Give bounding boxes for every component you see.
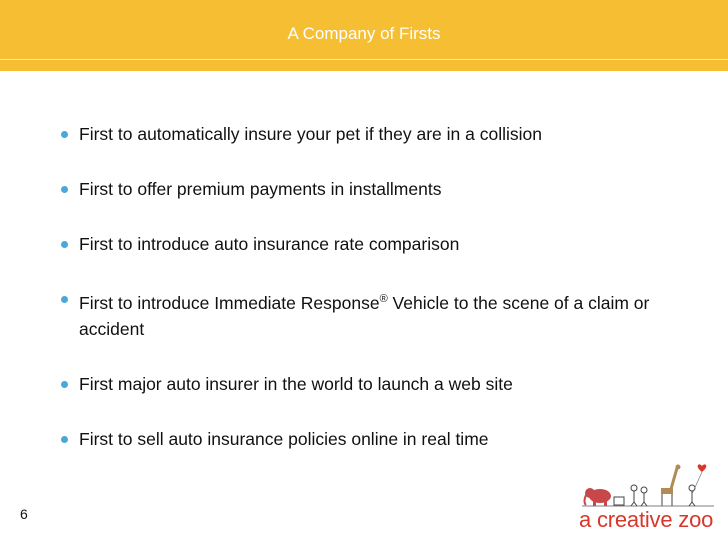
list-item: [60, 121, 700, 147]
bullet-text: First to automatically insure your pet if they are in a collision: [79, 124, 542, 144]
bullet-list: [60, 121, 700, 481]
registered-mark: ®: [379, 293, 388, 305]
slide-title: A Company of Firsts: [287, 24, 441, 43]
list-item: [60, 286, 700, 342]
bullet-text: First to sell auto insurance policies online in real time: [79, 428, 489, 449]
list-item: [60, 231, 700, 257]
bullet-text-part: Vehicle to the scene of a claim or accident: [79, 292, 650, 339]
title-divider: [0, 59, 728, 60]
logo-text: a creative zoo: [579, 507, 714, 532]
list-item: [60, 426, 700, 452]
bullet-icon: [61, 131, 68, 138]
list-item: [60, 371, 700, 397]
title-bar: [0, 0, 728, 71]
bullet-text: First to offer premium payments in installments: [79, 179, 442, 199]
bullet-text: First major auto insurer in the world to launch a web site: [79, 373, 513, 394]
bullet-icon: [61, 381, 68, 388]
page-number: 6: [20, 506, 28, 522]
bullet-icon: [61, 436, 68, 443]
bullet-text: First to introduce auto insurance rate comparison: [79, 234, 460, 254]
bullet-icon: [61, 186, 68, 193]
bullet-icon: [61, 241, 68, 248]
bullet-text-part: First to introduce Immediate Response: [79, 292, 380, 313]
list-item: [60, 176, 700, 202]
bullet-icon: [61, 296, 68, 303]
